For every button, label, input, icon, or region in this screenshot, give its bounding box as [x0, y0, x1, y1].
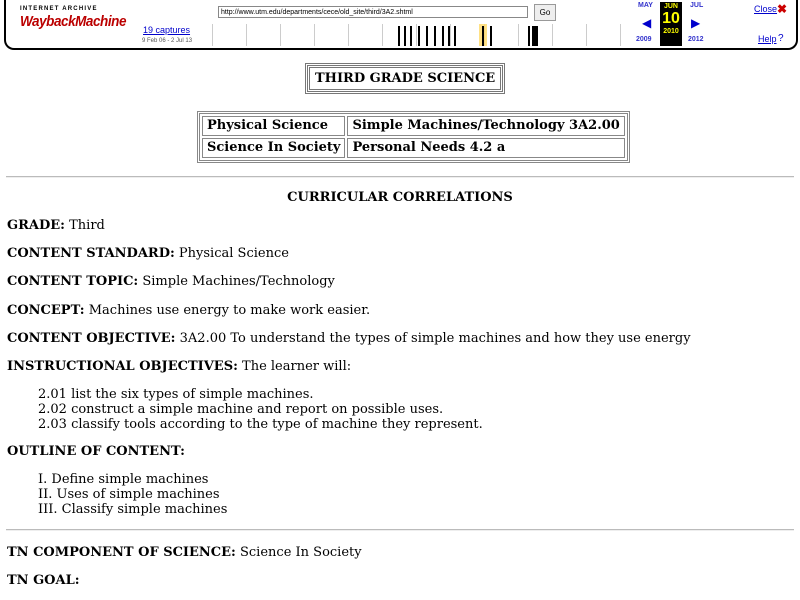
capture-bar[interactable]	[418, 26, 420, 46]
wayback-toolbar	[0, 0, 800, 52]
tn-component-row	[7, 545, 362, 560]
capture-bar[interactable]	[410, 26, 412, 46]
sparkline-tick	[212, 24, 213, 46]
capture-bar[interactable]	[404, 26, 406, 46]
standards-table	[197, 111, 630, 163]
prev-arrow-icon[interactable]: ◀	[642, 16, 652, 30]
wayback-logo[interactable]	[20, 6, 127, 40]
list-item: I. Define simple machines	[38, 472, 209, 487]
section-heading: CURRICULAR CORRELATIONS	[287, 190, 513, 205]
capture-bar[interactable]	[490, 26, 492, 46]
divider	[6, 176, 794, 178]
wayback-logo-main: WaybackMachine	[20, 13, 127, 30]
next-arrow-icon[interactable]: ▶	[691, 16, 701, 30]
table-cell: Simple Machines/Technology 3A2.00	[347, 116, 624, 136]
capture-bar[interactable]	[528, 26, 530, 46]
sparkline-tick	[382, 24, 383, 46]
sparkline-tick	[586, 24, 587, 46]
help-icon[interactable]: ?	[778, 33, 784, 44]
capture-sparkline[interactable]	[212, 24, 624, 46]
capture-bar[interactable]	[442, 26, 444, 46]
current-year-label: 2010	[663, 28, 679, 35]
grade-row	[7, 218, 105, 233]
next-month-label[interactable]: JUL	[690, 2, 704, 9]
list-item: 2.02 construct a simple machine and report on possible uses.	[38, 402, 444, 417]
sparkline-tick	[416, 24, 417, 46]
current-month-label: JUN	[663, 3, 678, 10]
help-link[interactable]: Help	[758, 34, 777, 44]
list-item: II. Uses of simple machines	[38, 487, 220, 502]
table-cell: Science In Society	[202, 138, 345, 158]
field-label: TN GOAL:	[7, 573, 80, 588]
list-item: III. Classify simple machines	[38, 502, 228, 517]
captures-link[interactable]: 19 captures	[143, 25, 191, 35]
list-item: 2.01 list the six types of simple machines.	[38, 387, 314, 402]
field-label: TN COMPONENT OF SCIENCE:	[7, 545, 236, 560]
current-day-label: 10	[662, 10, 680, 27]
month-navigator	[630, 2, 730, 46]
content-standard-row	[7, 246, 289, 261]
sparkline-tick	[314, 24, 315, 46]
close-link[interactable]: Close	[754, 4, 778, 14]
content-topic-row	[7, 274, 335, 289]
sparkline-tick	[280, 24, 281, 46]
wayback-logo-top: INTERNET ARCHIVE	[20, 6, 98, 12]
divider	[6, 529, 794, 531]
outline-row	[7, 444, 185, 459]
field-value: Simple Machines/Technology	[142, 274, 335, 289]
field-label: GRADE:	[7, 218, 65, 233]
capture-bar[interactable]	[448, 26, 450, 46]
prev-year-label[interactable]: 2009	[636, 36, 652, 43]
outline-list	[38, 472, 227, 517]
list-item: 2.03 classify tools according to the type of machine they represent.	[38, 417, 483, 432]
field-label: CONTENT OBJECTIVE:	[7, 331, 176, 346]
capture-bar[interactable]	[482, 26, 484, 46]
field-value: Third	[69, 218, 105, 233]
go-button[interactable]: Go	[534, 4, 556, 21]
page-title: THIRD GRADE SCIENCE	[309, 67, 501, 90]
capture-bar[interactable]	[454, 26, 456, 46]
field-label: OUTLINE OF CONTENT:	[7, 444, 185, 459]
sparkline-tick	[518, 24, 519, 46]
wayback-url-input[interactable]: http://www.utm.edu/departments/cece/old_site/third/3A2.shtml	[218, 6, 528, 18]
instructional-objectives-list	[38, 387, 483, 432]
content-objective-row	[7, 331, 691, 346]
sparkline-tick	[450, 24, 451, 46]
field-label: CONCEPT:	[7, 303, 85, 318]
current-date	[660, 2, 682, 46]
capture-bar[interactable]	[536, 26, 538, 46]
table-row	[202, 116, 625, 136]
sparkline-tick	[552, 24, 553, 46]
field-value: Physical Science	[178, 246, 289, 261]
field-value: Machines use energy to make work easier.	[88, 303, 371, 318]
field-value: 3A2.00 To understand the types of simple machines and how they use energy	[179, 331, 691, 346]
capture-range: 9 Feb 06 - 2 Jul 13	[142, 38, 193, 44]
close-icon[interactable]: ✖	[777, 2, 788, 16]
table-cell: Physical Science	[202, 116, 345, 136]
capture-bar[interactable]	[434, 26, 436, 46]
page-title-box	[305, 63, 505, 94]
prev-month-label[interactable]: MAY	[638, 2, 653, 9]
next-year-label[interactable]: 2012	[688, 36, 704, 43]
sparkline-tick	[246, 24, 247, 46]
field-value: The learner will:	[242, 359, 352, 374]
field-value: Science In Society	[240, 545, 362, 560]
capture-bar[interactable]	[426, 26, 428, 46]
table-cell: Personal Needs 4.2 a	[347, 138, 624, 158]
field-label: INSTRUCTIONAL OBJECTIVES:	[7, 359, 238, 374]
instructional-objectives-row	[7, 359, 351, 374]
sparkline-tick	[348, 24, 349, 46]
field-label: CONTENT TOPIC:	[7, 274, 139, 289]
sparkline-tick	[620, 24, 621, 46]
field-label: CONTENT STANDARD:	[7, 246, 175, 261]
concept-row	[7, 303, 370, 318]
table-row	[202, 138, 625, 158]
capture-bar[interactable]	[398, 26, 400, 46]
tn-goal-row	[7, 573, 80, 588]
